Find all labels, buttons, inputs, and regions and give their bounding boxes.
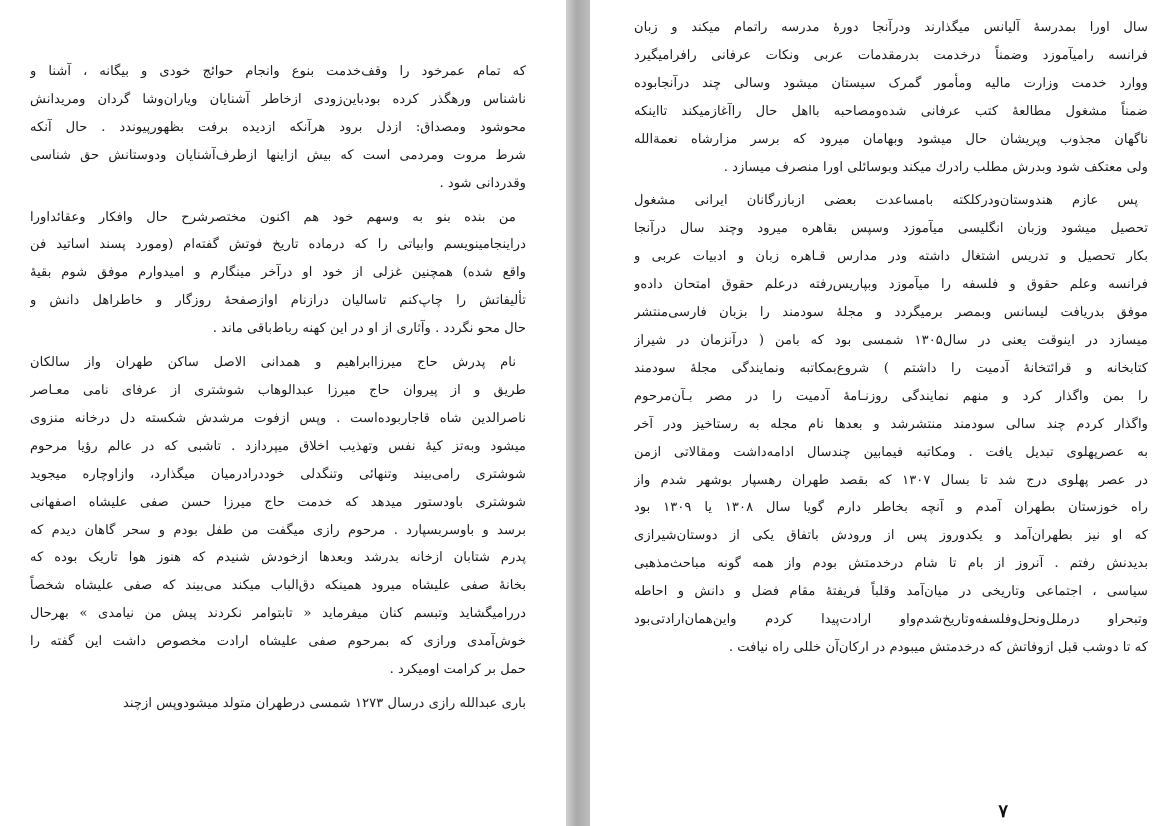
text-line: کتابخانه و قرائتخانهٔ آدمیت را داشتم ) شروع‌بمکاتبه ونمایندگی مجلهٔ سودمند: [634, 360, 1148, 376]
text-line: میشود وبه‌تز کیهٔ نفس وتهذیب اخلاق میپردازد . تاشبی که در عالم رؤیا مرحوم: [30, 438, 526, 454]
text-line: شوشتری باو‌دستور میدهد که خدمت حاج میرزا حسن صفی علیشاه اصفهانی: [30, 494, 526, 510]
text-line: تحصیل میشود وزبان انگلیسی میآموزد وسپس بقاهره میرود وچند سال در‌آنجا: [634, 221, 1148, 237]
text-line: من بنده بنو به وسهم خود هم اکنون مختصر‌شرح حال وافکار وعقائد‌اورا: [30, 209, 516, 225]
text-line: طریق و از پیروان حاج میرزا عبدالوهاب شوشتری از عرفای نامی معـاصر: [30, 382, 526, 398]
text-line: را بمن واگذار کرد و منهم نمایندگی روزنـامهٔ آدمیت را در مصر بـآن‌مرحوم: [634, 388, 1148, 404]
text-line: فرانسه رامیآموزد وضمناً درخدمت بدرمقدمات عربی ونکات عرفانی رافرامیگیرد: [634, 47, 1148, 63]
text-line: درا‌ینجا‌مینویسم وابیاتی را که درماده تاریخ فوتش گفته‌ام (ومورد پسند اساتید فن: [30, 237, 526, 253]
text-line: راه خوزستان بطهران آمدم و آنچه بخاطر دارم گویا سال ۱۳۰۸ یا ۱۳۰۹ بود: [634, 500, 1148, 516]
text-line: پس عازم هندوستان‌ودر‌کلکته بامساعدت بعضی ازبازر‌گانان ایرانی مشغول: [634, 193, 1138, 209]
text-line: به عصرپهلوی تبدیل یافت . ومکاتبه فیمابین چندسال ادامه‌داشت ومقالاتی ازمن: [634, 444, 1148, 460]
text-line: بدیدنش رفتم . آنروز از بام تا شام درخدمتش بودم واز همه گونه مباحث‌مذهبی: [634, 556, 1148, 572]
text-line: واقع شده) همچنین غزلی از خود او در‌آخر مینگارم و امیدوارم موفق شوم بقیهٔ: [30, 265, 526, 281]
text-line: بکار تحصیل و تدریس اشتغال داشته ودر مدارس قـاهره زبان و ادبیات عربی و: [634, 249, 1148, 265]
text-line: تألیفاتش را چاپ‌کنم تاسالیان درازنام اوازصفحهٔ روزگار و خاطراهل دانش و: [30, 293, 526, 309]
left-page: [0, 0, 566, 826]
book-gutter: [566, 0, 590, 826]
text-line: شوشتری رامی‌بیند وتنهائی وتنگدلی خوددرا‌درمیان میگذارد، وازاوچاره میجوید: [30, 466, 526, 482]
text-line: پدرم شتابان ازخانه بدرشد وبعدها ازخودش شنیدم که هنوز هوا تاریک بوده که: [30, 550, 526, 566]
text-line: فرانسه وعلم حقوق و فلسفه را میآموزد وبپاریس‌رفته درعلم حقوق امتحان داده‌و: [634, 277, 1148, 293]
text-line: که تمام عمرخود را وقف‌خدمت بنوع وانجام حوائج خودی و بیگانه ، آشنا و: [30, 64, 526, 79]
text-line: ناصرالدین شاه قاجاربوده‌است . وپس ازفوت مرشدش شکسته دل درخانه منزوی: [30, 410, 526, 426]
text-line: میسازد در اینوقت یعنی در سال۱۳۰۵ شمسی بود که بامن ( درآنزمان در شیراز: [634, 332, 1148, 348]
text-line: برسد و باو‌سر‌بسپارد . مرحوم رازی میگفت من طفل بودم و سحر گاهان دیدم که: [30, 522, 526, 538]
text-line: وقدردانی شود .: [439, 175, 526, 191]
right-page: [590, 0, 1158, 826]
text-line: محو‌شود ومصداق: ازدل برود هر‌آنکه ازدیده برفت بظهور‌پیوندد . حال آنکه: [30, 119, 526, 135]
text-line: شرط مروت ومردمی است که بیش ازاینها ازطرف‌آشنایان ودوستانش حق شناسی: [30, 147, 526, 163]
text-line: واگذار کردم چند سالی سودمند منتشرشد و بعدها نام مجله به رستاخیز ودر آخر: [634, 416, 1148, 432]
text-line: حال محو نگردد . وآثاری از او در این کهنه رباط‌باقی ماند .: [212, 321, 526, 337]
text-line: سیاسی ، اجتماعی وتاریخی در میان‌آمد وقلباً فریفتهٔ مقام فضل و دانش و احاطه: [634, 584, 1148, 600]
right-page-text: [634, 14, 1148, 662]
text-line: در عصر پهلوی درج شد تا بسال ۱۳۰۷ که بقصد طهران رهسپار بوشهر شدم واز: [634, 472, 1148, 488]
text-line: موفق بدریافت لیسانس وبمصر برمیگردد و مجلهٔ سودمند را بزبان فارسی‌منتشر: [634, 305, 1148, 321]
page-number: ۷: [998, 801, 1008, 822]
text-line: ضمناً مشغول مطالعهٔ کتب عرفانی شده‌ومصاحبه بااهل حال راآغازمیکند تااینکه: [634, 103, 1148, 119]
text-line: که او نیز بطهران‌آمد و یکدوروز پس از ورودش باتفاق یکی از دوستان‌شیرازی: [634, 528, 1148, 544]
text-line: ووارد خدمت وزارت مالیه ومأمور گمرک سیستان میشود وسالی چند در‌آنجابوده: [634, 75, 1148, 91]
text-line: که تا دوشب قبل ازوفاتش که درخدمتش میبودم در ارکان‌آن خللی راه نیافت .: [728, 639, 1148, 655]
text-line: وتبحراو درملل‌ونحل‌وفلسفه‌وتاریخ‌شدم‌واو ارادت‌پیدا کردم واین‌همان‌ارادتی‌بود: [634, 612, 1148, 628]
text-line: ولی معتکف شود وبدرش مطلب رادرك میکند وبوسائلی اورا منصرف میسازد .: [723, 159, 1148, 175]
text-line: باری عبدالله رازی درسال ۱۲۷۳ شمسی درطهران متولد میشودو‌پس ازچند: [122, 695, 526, 711]
text-line: ناشناس ورهگذر کرده بود‌باین‌زودی ازخاطر آشنایان ویاران‌وشا گردان ومریدانش: [30, 91, 526, 107]
text-line: حمل بر کرامت اومیکرد .: [389, 662, 526, 678]
text-line: خوش‌آمدی ورازی که بمرحوم صفی علیشاه ارادت مخصوص داشت این گفته را: [30, 634, 526, 650]
left-page-text: [30, 58, 526, 718]
text-line: نام پدرش حاج میرزاابراهیم و همدانی الاصل ساکن طهران واز سالکان: [30, 355, 516, 371]
text-line: ناگهان مجذوب وپریشان حال میشود وبهامان میرود که برسر مزارشاه نعمةالله: [634, 131, 1148, 147]
text-line: سال اورا بمدرسهٔ آلیانس میگذارند ودر‌آنجا دورهٔ مدرسه راتمام میکند و زبان: [634, 20, 1148, 35]
text-line: دررامیگشاید وتبسم کنان میفرماید « تابتوامر نکردند پیش من نیامدی » بهرحال: [30, 606, 526, 622]
text-line: بخانهٔ صفی علیشاه میرود همینکه دق‌الباب میکند می‌بیند که صفی علیشاه شخصاً: [30, 578, 526, 594]
